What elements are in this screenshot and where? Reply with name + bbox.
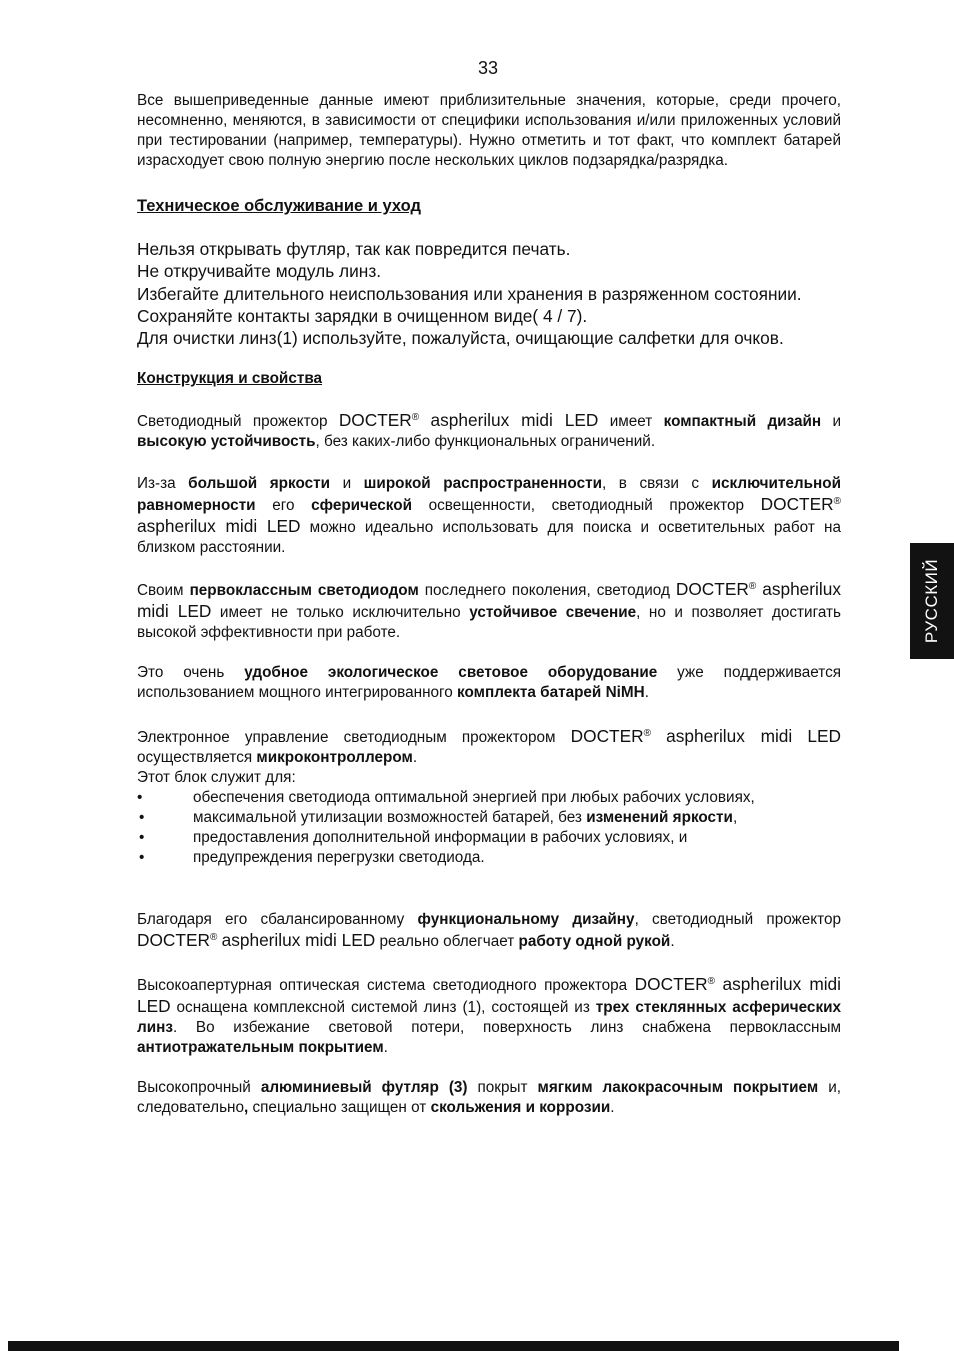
design-paragraph-6 <box>137 910 841 952</box>
bold-text: большой яркости <box>188 475 331 493</box>
bold-text: изменений яркости <box>586 809 733 827</box>
text: реально облегчает <box>375 933 519 951</box>
maintenance-line: Избегайте длительного неиспользования или хранения в разряженном состоянии. <box>137 283 802 304</box>
text: и <box>821 413 842 431</box>
text: освещенности, светодиодный прожектор <box>411 497 761 515</box>
design-heading: Конструкция и свойства <box>137 370 323 388</box>
text: . <box>644 684 649 702</box>
function-intro: Этот блок служит для: <box>137 769 296 787</box>
text: . Во избежание световой потери, поверхность линз снабжена первоклассным <box>172 1019 841 1037</box>
text: последнего поколения, светодиод <box>418 582 676 600</box>
text: максимальной утилизации возможностей батарей, без <box>193 809 587 827</box>
brand-name: DOCTER <box>675 579 749 600</box>
product-name: aspherilux midi LED <box>221 930 376 951</box>
text: . <box>610 1099 615 1117</box>
product-name: LED <box>807 726 842 747</box>
text: , без каких-либо функциональных ограничений. <box>315 433 656 451</box>
text: , но и позволяет достигать высокой эффективности при работе. <box>137 604 841 642</box>
text: и <box>330 475 364 493</box>
text: . <box>670 933 675 951</box>
registered-mark: ® <box>748 581 757 593</box>
text: имеет не только исключительно <box>211 604 470 622</box>
bullet: • <box>137 789 143 807</box>
design-paragraph-8 <box>137 1078 841 1118</box>
registered-mark: ® <box>643 728 651 740</box>
text: осуществляется <box>137 749 257 767</box>
text: предоставления дополнительной информации в рабочих условиях, и <box>193 829 688 847</box>
bold-text: функциональному дизайну <box>417 911 635 929</box>
bold-text: мягким лакокрасочным покрытием <box>537 1079 819 1097</box>
brand-name: DOCTER <box>338 410 412 431</box>
design-paragraph-7 <box>137 974 841 1058</box>
language-tab <box>910 543 954 659</box>
brand-name: DOCTER <box>137 930 210 951</box>
maintenance-line: Нельзя открывать футляр, так как повредится печать. <box>137 239 571 259</box>
design-paragraph-3 <box>137 579 841 643</box>
bullet: • <box>139 849 145 867</box>
page-number: 33 <box>477 58 499 78</box>
bold-text: комплекта батарей NiMH <box>457 684 645 702</box>
text: уже поддерживается использованием мощного интегрированного <box>137 664 841 702</box>
text: предупреждения перегрузки светодиода. <box>193 849 485 867</box>
text: Высокоапертурная оптическая система светодиодного прожектора <box>137 977 635 995</box>
list-item <box>137 788 841 808</box>
text: можно идеально использовать для поиска и осветительных работ на близком расстоянии. <box>137 519 841 557</box>
bold-text: широкой распространенности <box>363 475 602 493</box>
bold-text: антиотражательным покрытием <box>137 1039 384 1057</box>
product-name: aspherilux midi LED <box>137 516 301 537</box>
text: . <box>412 749 418 767</box>
brand-name: DOCTER <box>760 494 834 515</box>
bullet: • <box>139 829 145 847</box>
bullet: • <box>139 809 145 827</box>
text: его <box>255 497 312 515</box>
list-item <box>137 848 841 868</box>
product-name: aspherilux midi LED <box>137 974 842 1017</box>
text: обеспечения светодиода оптимальной энергией при любых рабочих условиях, <box>193 789 755 807</box>
maintenance-line: Для очистки линз(1) используйте, пожалуйста, очищающие салфетки для очков. <box>137 328 784 349</box>
text: Это очень <box>137 664 245 682</box>
footer-bar <box>8 1341 899 1351</box>
bold-text: трех стеклянных асферических линз <box>137 999 842 1037</box>
bold-text: сферической <box>311 497 412 515</box>
intro-paragraph: Все вышеприведенные данные имеют приблизительные значения, которые, среди прочего, несомненно, меняются, в зависимости от специфики использования и/или приложенных условий при тестировании (например, температуры). Нужно отметить и тот факт, что комплект батарей израсходует свою полную энергию после нескольких циклов подзарядка/разрядка. <box>137 92 841 169</box>
bold-text: устойчивое свечение <box>469 604 637 622</box>
bold-text: алюминиевый футляр (3) <box>260 1079 468 1097</box>
bold-text: компактный дизайн <box>663 413 822 431</box>
maintenance-line: Сохраняйте контакты зарядки в очищенном виде( 4 / 7). <box>137 305 588 326</box>
text: Светодиодный прожектор <box>137 413 339 431</box>
text: специально защищен от <box>248 1099 431 1117</box>
design-paragraph-2 <box>137 474 841 558</box>
text: . <box>383 1039 388 1057</box>
registered-mark: ® <box>707 976 716 988</box>
design-paragraph-4 <box>137 663 841 703</box>
bold-text: исключительной равномерности <box>137 475 841 515</box>
bold-text: микроконтроллером <box>256 749 413 767</box>
text: Электронное управление светодиодным прожектором <box>137 729 571 747</box>
function-list <box>137 788 841 868</box>
registered-mark: ® <box>833 496 841 508</box>
text: , светодиодный прожектор <box>634 911 841 929</box>
text: , <box>732 809 738 827</box>
product-name: aspherilux midi <box>666 726 793 747</box>
bold-text: первоклассным светодиодом <box>189 582 419 600</box>
maintenance-line: Не откручивайте модуль линз. <box>137 261 382 282</box>
text: имеет <box>598 413 664 431</box>
design-paragraph-5 <box>137 726 841 768</box>
registered-mark: ® <box>209 932 218 944</box>
text: и, следовательно <box>137 1079 841 1117</box>
text: , в связи с <box>601 475 712 493</box>
list-item <box>137 828 841 848</box>
registered-mark: ® <box>411 412 420 424</box>
bold-text: , <box>244 1099 249 1117</box>
text: Своим <box>137 582 190 600</box>
product-name: aspherilux midi LED <box>137 579 841 622</box>
text: покрыт <box>467 1079 538 1097</box>
text: Из-за <box>137 475 189 493</box>
page-content <box>137 91 841 1118</box>
text: Высокопрочный <box>137 1079 261 1097</box>
bold-text: высокую устойчивость <box>137 433 316 451</box>
maintenance-heading: Техническое обслуживание и уход <box>137 197 421 215</box>
product-name: aspherilux midi LED <box>430 410 599 431</box>
brand-name: DOCTER <box>570 726 644 747</box>
bold-text: скольжения и коррозии <box>430 1099 611 1117</box>
bold-text: работу одной рукой <box>518 933 671 951</box>
text: Благодаря его сбалансированному <box>137 911 418 929</box>
design-paragraph-1 <box>137 410 841 452</box>
brand-name: DOCTER <box>634 974 708 995</box>
maintenance-list <box>137 238 841 349</box>
language-tab-label: РУССКИЙ <box>922 558 942 644</box>
list-item <box>137 808 841 828</box>
text: оснащена комплексной системой линз (1), состоящей из <box>170 999 596 1017</box>
bold-text: удобное экологическое световое оборудование <box>244 664 658 682</box>
